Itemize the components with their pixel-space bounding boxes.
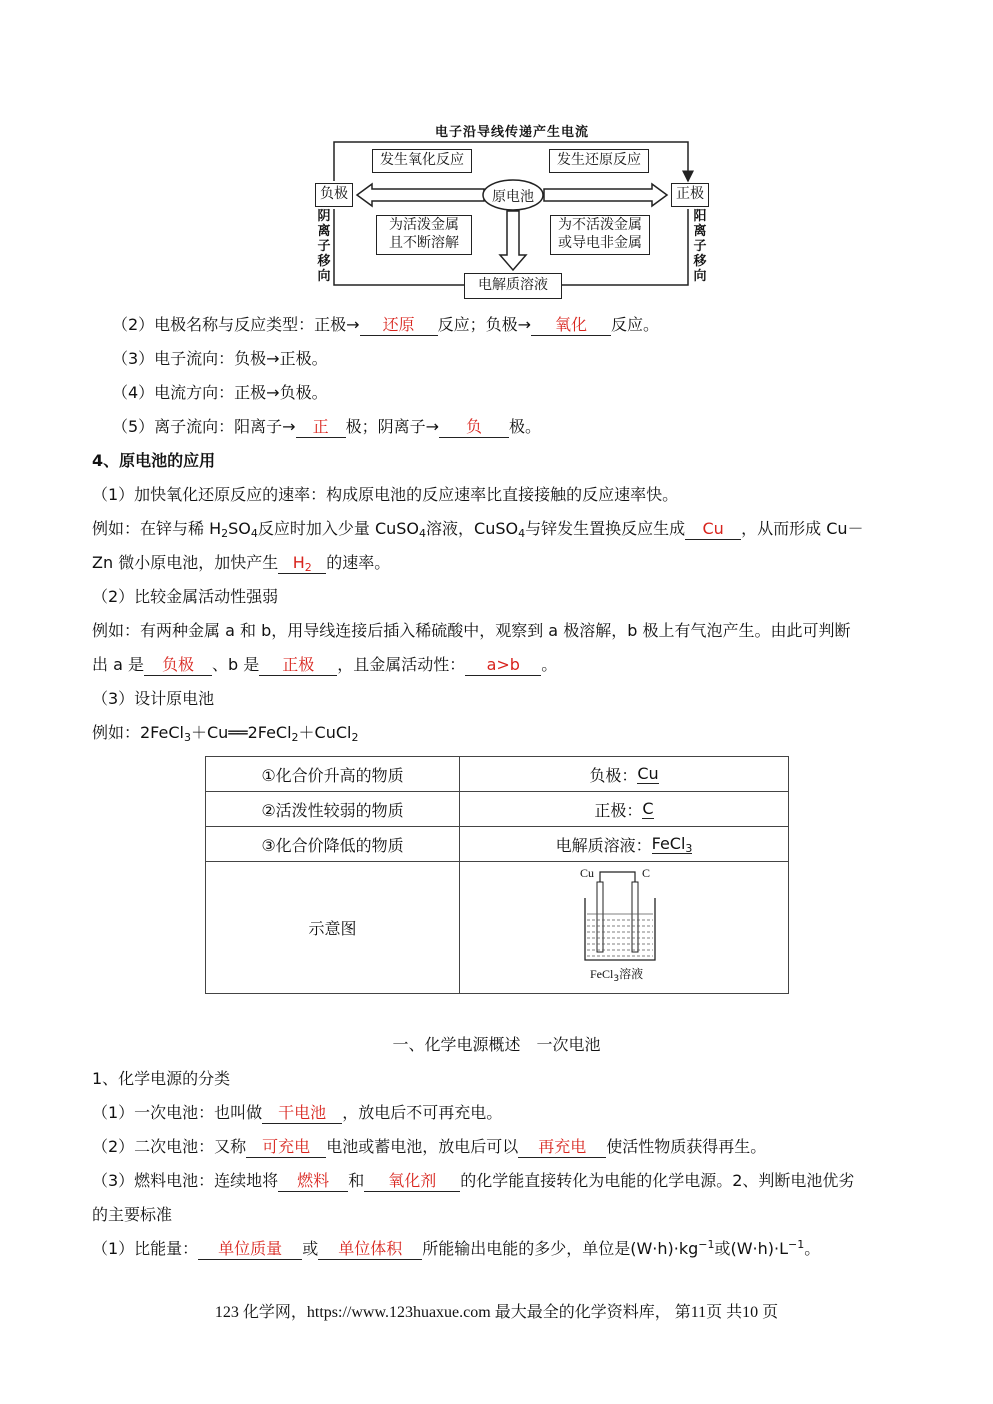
box-positive-desc — [550, 215, 650, 255]
table-cell: ①化合价升高的物质 — [261, 765, 404, 785]
superscript: −1 — [788, 1238, 805, 1251]
design-cell-table — [205, 756, 789, 994]
answer-blank: 氧化 — [531, 315, 611, 336]
answer-blank: 正极 — [259, 655, 337, 676]
text: SO — [228, 519, 251, 538]
text: 或 — [302, 1239, 319, 1258]
answer-blank: 燃料 — [278, 1171, 348, 1192]
anion-char: 阴 — [317, 209, 331, 224]
text: 极；阴离子→ — [345, 417, 440, 436]
underlined-answer: FeCl — [651, 834, 686, 853]
anion-char: 离 — [317, 224, 331, 239]
text: 使活性物质获得再生。 — [606, 1137, 767, 1156]
section-title — [0, 1034, 993, 1056]
galvanic-cell-diagram — [312, 117, 712, 301]
text: 负极： — [589, 765, 638, 785]
box-positive-electrode: 正极 — [671, 183, 709, 207]
text: 所能输出电能的多少，单位是(W·h)·kg — [422, 1239, 699, 1258]
text: 与锌发生置换反应生成 — [525, 519, 686, 538]
text: 溶液 — [619, 967, 644, 981]
application-1: （1）加快氧化还原反应的速率：构成原电池的反应速率比直接接触的反应速率快。 — [92, 485, 679, 504]
example-2-cont — [92, 654, 907, 676]
table-cell — [460, 792, 788, 826]
negative-desc-line2: 且不断溶解 — [389, 235, 459, 251]
center-label: 原电池 — [492, 189, 534, 205]
text: Zn 微小原电池，加快产生 — [92, 553, 279, 572]
table-row — [206, 862, 788, 993]
text: 例如：在锌与稀 H — [92, 519, 222, 538]
classification-heading: 1、化学电源的分类 — [92, 1069, 231, 1088]
cation-char: 子 — [693, 239, 707, 254]
text: ，放电后不可再充电。 — [342, 1103, 503, 1122]
answer-blank: 可充电 — [246, 1137, 326, 1158]
text: 或(W·h)·L — [714, 1239, 789, 1258]
negative-desc-line1: 为活泼金属 — [389, 217, 459, 233]
example-2: 例如：有两种金属 a 和 b，用导线连接后插入稀硫酸中，观察到 a 极溶解，b 极上有气泡产生。由此可判断 — [92, 621, 851, 640]
text: ＋Cu══2FeCl — [190, 723, 292, 742]
text: （2）电极名称与反应类型：正极→ — [112, 315, 360, 334]
electrode-names-line — [112, 314, 907, 336]
positive-desc-line2: 或导电非金属 — [558, 235, 642, 251]
box-reduction: 发生还原反应 — [549, 149, 649, 173]
subscript: 3 — [613, 974, 620, 984]
underlined-answer: Cu — [637, 764, 659, 783]
positive-desc-line1: 为不活泼金属 — [558, 217, 642, 233]
fig-cu-label: Cu — [580, 866, 595, 880]
subscript: 2 — [221, 527, 229, 540]
cation-char: 移 — [693, 254, 707, 269]
text: 正极： — [594, 800, 643, 820]
box-electrolyte: 电解质溶液 — [464, 273, 562, 299]
text: （3）燃料电池：连续地将 — [92, 1171, 279, 1190]
text: 。 — [804, 1239, 821, 1258]
table-cell: 示意图 — [308, 919, 357, 938]
text: ＋CuCl — [298, 723, 352, 742]
subscript: 4 — [250, 527, 258, 540]
text: 极。 — [509, 417, 542, 436]
primary-battery-line — [92, 1102, 907, 1124]
cation-migration-label — [692, 209, 708, 284]
answer-blank: Cu — [685, 519, 741, 540]
text: 、b 是 — [211, 655, 260, 674]
table-cell: ③化合价降低的物质 — [261, 835, 404, 855]
text: （1）一次电池：也叫做 — [92, 1103, 263, 1122]
subscript: 2 — [351, 731, 359, 744]
anion-char: 子 — [317, 239, 331, 254]
text: 溶液，CuSO — [426, 519, 519, 538]
text: （1）比能量： — [92, 1239, 199, 1258]
answer-blank: 氧化剂 — [364, 1171, 460, 1192]
subscript: 4 — [518, 527, 526, 540]
page-footer: 123 化学网，https://www.123huaxue.com 最大最全的化学资料库， 第11页 共10 页 — [214, 1304, 779, 1321]
answer-blank — [278, 553, 326, 574]
cation-char: 向 — [693, 269, 707, 284]
box-negative-desc — [376, 215, 472, 255]
example-3 — [92, 722, 907, 744]
table-cell: ②活泼性较弱的物质 — [261, 800, 404, 820]
anion-char: 移 — [317, 254, 331, 269]
table-cell — [460, 827, 788, 861]
anion-char: 向 — [317, 269, 331, 284]
application-3: （3）设计原电池 — [92, 689, 215, 708]
text: （5）离子流向：阳离子→ — [112, 417, 296, 436]
secondary-battery-line — [92, 1136, 907, 1158]
answer-text: H — [292, 553, 305, 572]
text: 电解质溶液： — [555, 835, 652, 855]
text: 的化学能直接转化为电能的化学电源。2、判断电池优劣 — [460, 1171, 855, 1190]
table-row — [206, 792, 788, 827]
text: ，且金属活动性： — [337, 655, 466, 674]
text: FeCl — [590, 967, 614, 981]
example-1-cont — [92, 552, 907, 574]
box-oxidation: 发生氧化反应 — [372, 149, 472, 173]
text: 电池或蓄电池，放电后可以 — [326, 1137, 519, 1156]
superscript: −1 — [698, 1238, 715, 1251]
electron-flow-line: （3）电子流向：负极→正极。 — [112, 349, 328, 368]
underlined-answer: C — [642, 799, 654, 818]
fuel-cell-line-cont: 的主要标准 — [92, 1205, 173, 1224]
diagram-top-label: 电子沿导线传递产生电流 — [434, 125, 589, 140]
text: （2）二次电池：又称 — [92, 1137, 247, 1156]
specific-energy-line — [92, 1238, 907, 1260]
current-direction-line: （4）电流方向：正极→负极。 — [112, 383, 328, 402]
answer-blank: 单位体积 — [318, 1239, 422, 1260]
text: 一、化学电源概述 一次电池 — [392, 1035, 601, 1054]
text: 例如：2FeCl — [92, 723, 184, 742]
fig-solution-label — [590, 965, 643, 982]
text: 的速率。 — [326, 553, 391, 572]
subscript: 3 — [183, 731, 191, 744]
anion-migration-label — [316, 209, 332, 284]
text: 和 — [348, 1171, 365, 1190]
answer-blank: 再充电 — [518, 1137, 606, 1158]
subscript: 4 — [419, 527, 427, 540]
answer-blank: 干电池 — [262, 1103, 342, 1124]
ion-flow-line — [112, 416, 907, 438]
answer-blank: 负极 — [144, 655, 212, 676]
section-heading: 4、原电池的应用 — [92, 451, 216, 470]
fig-c-label: C — [642, 866, 651, 880]
text: 反应；负极→ — [437, 315, 532, 334]
cation-char: 阳 — [693, 209, 707, 224]
beaker-figure — [580, 868, 670, 986]
subscript: 2 — [291, 731, 299, 744]
beaker-svg — [580, 868, 670, 968]
text: 出 a 是 — [92, 655, 144, 674]
answer-blank: 负 — [439, 417, 509, 438]
answer-blank: 单位质量 — [198, 1239, 302, 1260]
subscript: 3 — [685, 842, 693, 855]
answer-blank: 正 — [296, 417, 346, 438]
answer-blank: a>b — [465, 655, 541, 676]
subscript: 2 — [304, 561, 312, 574]
text: 反应。 — [611, 315, 660, 334]
text: 反应时加入少量 CuSO — [257, 519, 420, 538]
table-cell — [460, 757, 788, 791]
text: ，从而形成 Cu－ — [741, 519, 864, 538]
table-row — [206, 827, 788, 862]
table-row — [206, 757, 788, 792]
answer-blank: 还原 — [360, 315, 438, 336]
text: 。 — [541, 655, 558, 674]
application-2: （2）比较金属活动性强弱 — [92, 587, 279, 606]
example-1 — [92, 518, 907, 540]
fuel-cell-line — [92, 1170, 907, 1192]
box-negative-electrode: 负极 — [315, 183, 353, 207]
cation-char: 离 — [693, 224, 707, 239]
table-cell — [460, 862, 788, 993]
